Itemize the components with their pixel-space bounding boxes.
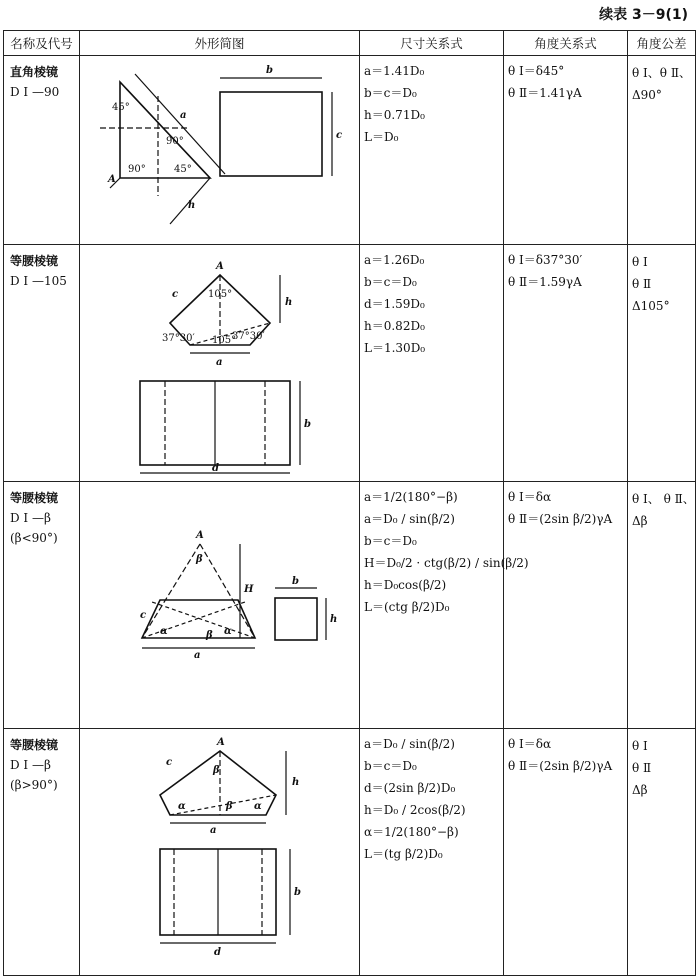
- diagram-label: α: [178, 801, 186, 812]
- diagram-label: α: [160, 626, 168, 637]
- diagram-label: h: [292, 777, 300, 788]
- formula: b＝c＝D₀: [364, 759, 417, 773]
- formula: H＝D₀/2 · ctg(β/2) / sin(β/2): [364, 556, 529, 570]
- table-row: [4, 56, 696, 245]
- size-formulas: [360, 482, 529, 729]
- table-caption: 续表 3－9(1): [599, 7, 688, 23]
- diagram-cell: [80, 245, 360, 482]
- formula: L＝1.30D₀: [364, 341, 426, 355]
- header-tolerance: 角度公差: [628, 31, 696, 56]
- table-row: [4, 729, 696, 976]
- tolerance: θ Ⅱ: [632, 761, 652, 775]
- formula: θ Ⅱ＝(2sin β/2)γA: [508, 512, 613, 526]
- tolerance: Δ105°: [632, 299, 670, 313]
- isosceles-prism-beta-gt90-diagram: [80, 729, 360, 971]
- diagram-label: H: [244, 584, 254, 595]
- diagram-label: β: [206, 630, 213, 641]
- diagram-label: β: [196, 554, 203, 565]
- formula: L＝D₀: [364, 130, 399, 144]
- header-row: [4, 31, 696, 56]
- diagram-label: 90°: [128, 164, 146, 175]
- diagram-cell: [80, 56, 360, 245]
- formula: L＝(tg β/2)D₀: [364, 847, 443, 861]
- tolerance: θ I、θ Ⅱ、: [632, 66, 691, 80]
- prism-table: [3, 30, 696, 976]
- formula: b＝c＝D₀: [364, 275, 417, 289]
- tolerance: Δβ: [632, 514, 648, 528]
- angle-formulas: [504, 482, 628, 729]
- diagram-label: β: [213, 765, 220, 776]
- formula: h＝0.71D₀: [364, 108, 425, 122]
- diagram-label: c: [172, 289, 179, 300]
- diagram-label: b: [294, 887, 301, 898]
- diagram-label: d: [214, 947, 221, 958]
- prism-code: D I —90: [10, 85, 60, 99]
- header-angle: 角度关系式: [504, 31, 628, 56]
- formula: h＝0.82D₀: [364, 319, 425, 333]
- size-formulas: [360, 729, 504, 976]
- formula: θ I＝δ37°30′: [508, 253, 583, 267]
- tolerance-cell: [628, 729, 696, 976]
- prism-name-cell: [4, 56, 80, 245]
- tolerance-cell: [628, 245, 696, 482]
- angle-formulas: [504, 729, 628, 976]
- formula: θ I＝δα: [508, 490, 552, 504]
- table-row: [4, 245, 696, 482]
- tolerance-cell: [628, 482, 696, 729]
- right-angle-prism-diagram: [80, 56, 360, 240]
- tolerance: θ Ⅱ: [632, 277, 652, 291]
- diagram-label: a: [180, 110, 187, 121]
- prism-name-cell: [4, 482, 80, 729]
- formula: a＝1.26D₀: [364, 253, 425, 267]
- formula: α＝1/2(180°−β): [364, 825, 459, 839]
- isosceles-prism-105-diagram: [80, 245, 360, 477]
- diagram-label: b: [304, 419, 311, 430]
- diagram-label: 37°30′: [162, 333, 195, 344]
- formula: θ Ⅱ＝1.59γA: [508, 275, 582, 289]
- tolerance-cell: [628, 56, 696, 245]
- diagram-label: c: [140, 610, 147, 621]
- formula: a＝D₀ / sin(β/2): [364, 737, 455, 751]
- prism-name-cell: [4, 729, 80, 976]
- prism-code: D I —β: [10, 511, 51, 525]
- angle-formulas: [504, 56, 628, 245]
- angle-formulas: [504, 245, 628, 482]
- isosceles-prism-beta-lt90-diagram: [80, 482, 360, 724]
- diagram-cell: [80, 729, 360, 976]
- formula: b＝c＝D₀: [364, 86, 417, 100]
- formula: θ I＝δ45°: [508, 64, 565, 78]
- diagram-label: 37°30′: [232, 331, 265, 342]
- formula: θ Ⅱ＝1.41γA: [508, 86, 582, 100]
- prism-name: 直角棱镜: [10, 65, 59, 79]
- diagram-label: a: [194, 650, 201, 661]
- formula: d＝(2sin β/2)D₀: [364, 781, 456, 795]
- prism-code: D I —β: [10, 758, 51, 772]
- formula: h＝D₀ / 2cos(β/2): [364, 803, 466, 817]
- diagram-label: a: [216, 357, 223, 368]
- diagram-label: a: [210, 825, 217, 836]
- formula: θ I＝δα: [508, 737, 552, 751]
- diagram-label: β: [226, 801, 233, 812]
- formula: d＝1.59D₀: [364, 297, 425, 311]
- prism-condition: (β>90°): [10, 778, 58, 792]
- formula: a＝1.41D₀: [364, 64, 425, 78]
- tolerance: Δβ: [632, 783, 648, 797]
- tolerance: θ I: [632, 255, 648, 269]
- formula: h＝D₀cos(β/2): [364, 578, 447, 592]
- size-formulas: [360, 56, 504, 245]
- diagram-label: h: [188, 200, 196, 211]
- formula: a＝D₀ / sin(β/2): [364, 512, 455, 526]
- tolerance: Δ90°: [632, 88, 662, 102]
- prism-condition: (β<90°): [10, 531, 58, 545]
- size-formulas: [360, 245, 504, 482]
- prism-code: D I —105: [10, 274, 67, 288]
- diagram-label: b: [266, 65, 273, 76]
- diagram-label: 105°: [212, 335, 237, 346]
- diagram-label: A: [216, 261, 224, 272]
- diagram-label: h: [285, 297, 293, 308]
- tolerance: θ I、 θ Ⅱ、: [632, 492, 695, 506]
- diagram-cell: [80, 482, 360, 729]
- header-size: 尺寸关系式: [360, 31, 504, 56]
- header-diagram: 外形简图: [80, 31, 360, 56]
- diagram-label: α: [254, 801, 262, 812]
- prism-name-cell: [4, 245, 80, 482]
- diagram-label: A: [108, 174, 116, 185]
- header-name: 名称及代号: [4, 31, 80, 56]
- diagram-label: c: [166, 757, 173, 768]
- tolerance: θ I: [632, 739, 648, 753]
- diagram-label: b: [292, 576, 299, 587]
- diagram-label: d: [212, 463, 219, 474]
- formula: a＝1/2(180°−β): [364, 490, 458, 504]
- diagram-label: 105°: [208, 289, 233, 300]
- diagram-label: α: [224, 626, 232, 637]
- diagram-label: 45°: [174, 164, 192, 175]
- diagram-label: h: [330, 614, 338, 625]
- formula: b＝c＝D₀: [364, 534, 417, 548]
- prism-name: 等腰棱镜: [10, 254, 59, 268]
- prism-name: 等腰棱镜: [10, 491, 59, 505]
- table-row: [4, 482, 696, 729]
- prism-name: 等腰棱镜: [10, 738, 59, 752]
- diagram-label: A: [217, 737, 225, 748]
- formula: L＝(ctg β/2)D₀: [364, 600, 450, 614]
- diagram-label: 90°: [166, 136, 184, 147]
- diagram-label: c: [336, 130, 343, 141]
- formula: θ Ⅱ＝(2sin β/2)γA: [508, 759, 613, 773]
- diagram-label: 45°: [112, 102, 130, 113]
- diagram-label: A: [196, 530, 204, 541]
